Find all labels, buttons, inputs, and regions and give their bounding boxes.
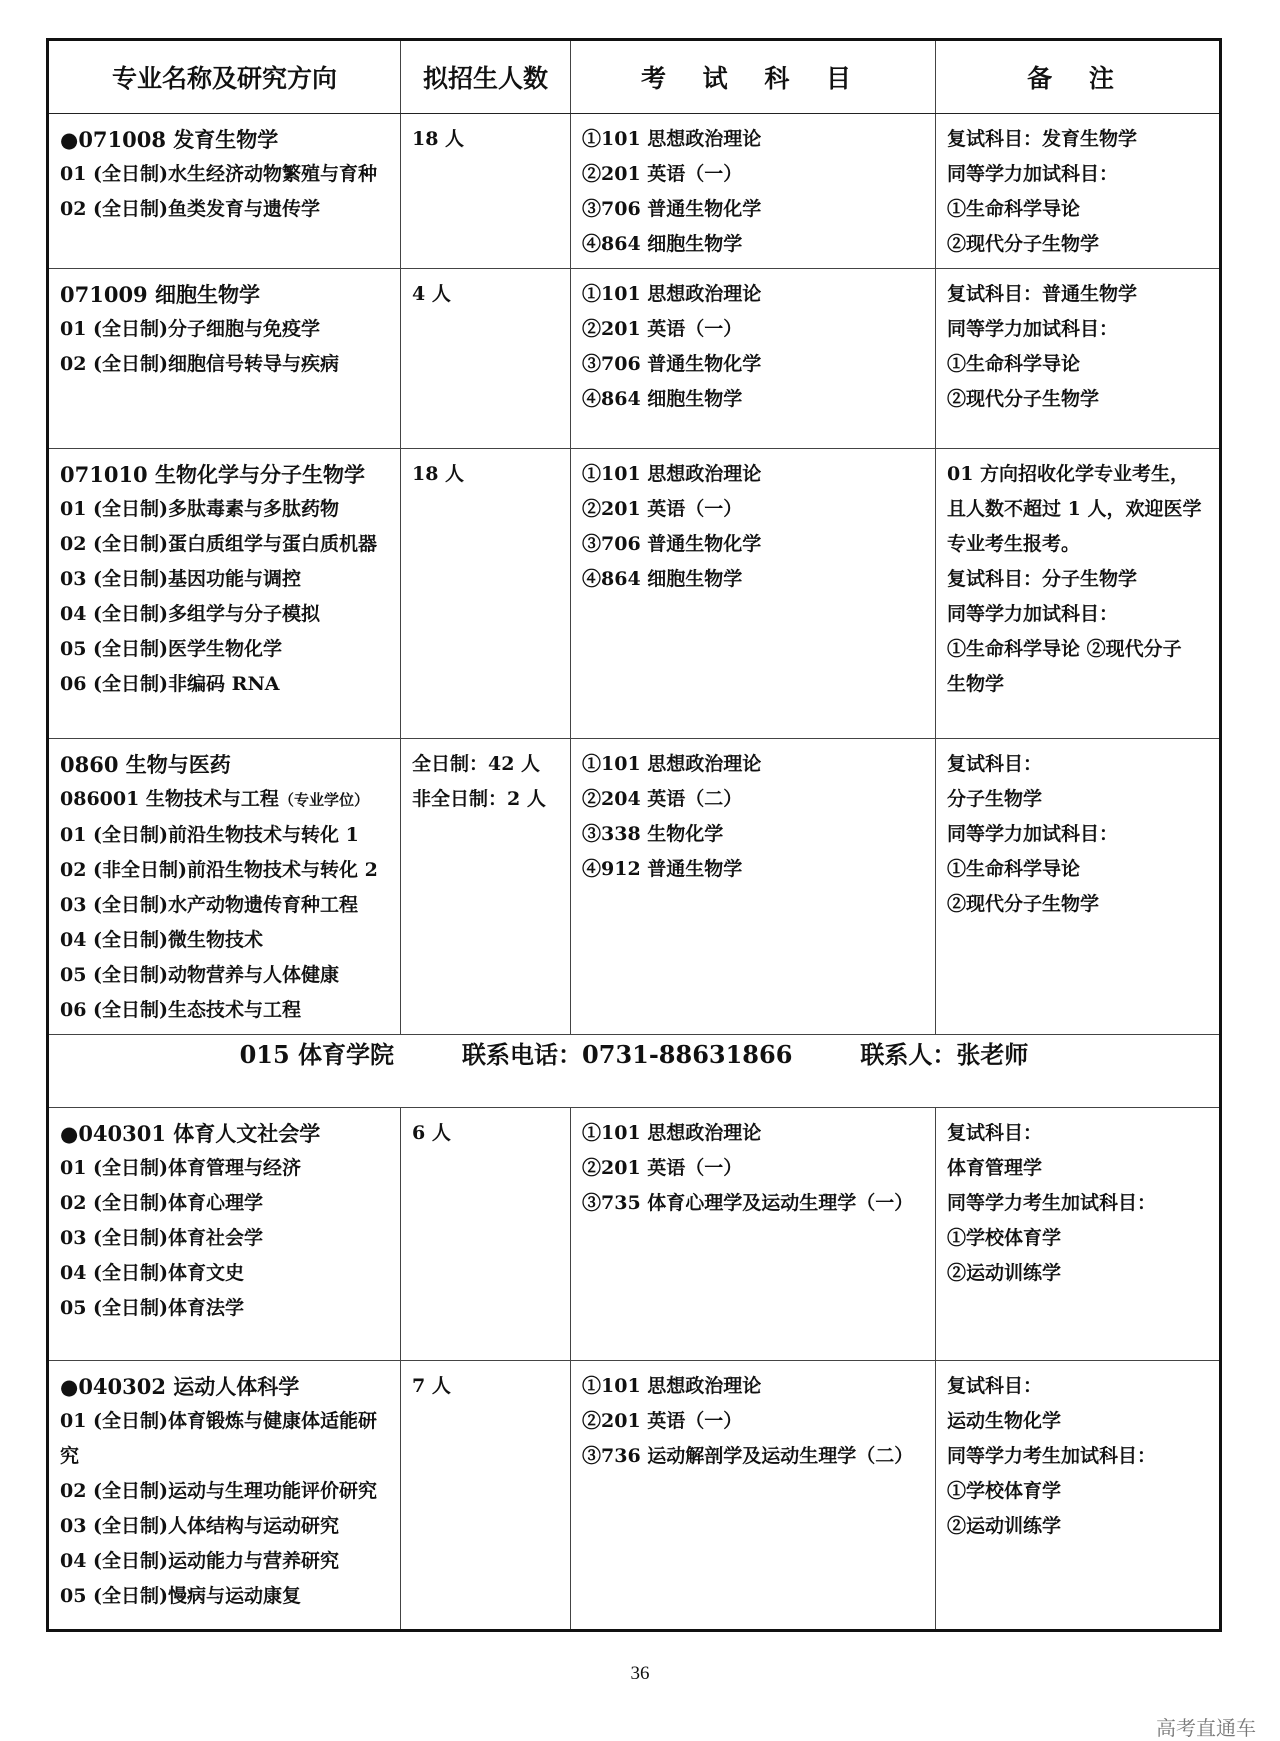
- note: ②运动训练学: [947, 1262, 1062, 1284]
- direction: 03 (全日制)人体结构与运动研究: [60, 1515, 340, 1537]
- note: ①生命科学导论: [947, 858, 1081, 880]
- direction: 03 (全日制)基因功能与调控: [60, 568, 302, 590]
- direction: 01 (全日制)分子细胞与免疫学: [60, 318, 321, 340]
- direction: 01 (全日制)水生经济动物繁殖与育种: [60, 163, 378, 185]
- exams-cell: [571, 114, 935, 268]
- direction: 04 (全日制)微生物技术: [60, 929, 264, 951]
- direction: 02 (非全日制)前沿生物技术与转化 2: [60, 859, 378, 881]
- notes-cell: [936, 739, 1219, 928]
- exam: ③706 普通生物化学: [582, 533, 762, 555]
- note: 复试科目：: [947, 753, 1043, 775]
- major-cell: [49, 114, 400, 233]
- note: 分子生物学: [947, 788, 1043, 810]
- exams-cell: [571, 1361, 935, 1480]
- major-cell: [49, 269, 400, 388]
- header-major: 专业名称及研究方向: [48, 40, 401, 114]
- direction: 02 (全日制)运动与生理功能评价研究: [60, 1480, 378, 1502]
- exam: ②201 英语（一）: [582, 318, 743, 340]
- note: 复试科目：分子生物学: [947, 568, 1138, 590]
- major-title: 071009 细胞生物学: [60, 282, 260, 307]
- exam: ④864 细胞生物学: [582, 233, 743, 255]
- exam: ③706 普通生物化学: [582, 353, 762, 375]
- note: 同等学力加试科目：: [947, 163, 1119, 185]
- major-cell: [49, 449, 400, 708]
- note: 同等学力加试科目：: [947, 318, 1119, 340]
- direction: 01 (全日制)体育管理与经济: [60, 1157, 302, 1179]
- note: 复试科目：普通生物学: [947, 283, 1138, 305]
- direction: 06 (全日制)生态技术与工程: [60, 999, 302, 1021]
- note: 复试科目：: [947, 1122, 1043, 1144]
- contact-person: 联系人：张老师: [860, 1040, 1029, 1069]
- table-header-row: [48, 40, 1221, 114]
- exams-cell: [571, 739, 935, 893]
- note: ①生命科学导论 ②现代分子: [947, 638, 1182, 660]
- exam: ①101 思想政治理论: [582, 753, 762, 775]
- table-row: [48, 1108, 1221, 1361]
- direction: 02 (全日制)鱼类发育与遗传学: [60, 198, 321, 220]
- sub-major-code: 086001 生物技术与工程: [60, 788, 279, 810]
- header-notes: 备 注: [936, 40, 1221, 114]
- direction: 06 (全日制)非编码 RNA: [60, 673, 280, 695]
- quota: 4 人: [412, 283, 451, 305]
- note: ①生命科学导论: [947, 198, 1081, 220]
- direction: 05 (全日制)动物营养与人体健康: [60, 964, 340, 986]
- note: 同等学力加试科目：: [947, 823, 1119, 845]
- exam: ①101 思想政治理论: [582, 1122, 762, 1144]
- quota: 非全日制：2 人: [412, 788, 546, 810]
- note: 同等学力考生加试科目：: [947, 1192, 1157, 1214]
- exam: ②201 英语（一）: [582, 1410, 743, 1432]
- table-row: [48, 449, 1221, 739]
- table-row: [48, 1361, 1221, 1631]
- exam: ①101 思想政治理论: [582, 463, 762, 485]
- quota: 18 人: [412, 463, 465, 485]
- page-number: 36: [630, 1663, 650, 1684]
- enrollment-table: [46, 38, 1222, 1632]
- note: ①学校体育学: [947, 1227, 1062, 1249]
- direction: 02 (全日制)细胞信号转导与疾病: [60, 353, 340, 375]
- exam: ①101 思想政治理论: [582, 283, 762, 305]
- note: ①学校体育学: [947, 1480, 1062, 1502]
- exam: ③736 运动解剖学及运动生理学（二）: [582, 1445, 914, 1467]
- sub-major: [60, 782, 390, 818]
- direction: 究: [60, 1445, 80, 1467]
- direction: 05 (全日制)体育法学: [60, 1297, 245, 1319]
- quota: 全日制：42 人: [412, 753, 541, 775]
- direction: 01 (全日制)前沿生物技术与转化 1: [60, 824, 359, 846]
- direction: 01 (全日制)体育锻炼与健康体适能研: [60, 1410, 378, 1432]
- exam: ④864 细胞生物学: [582, 568, 743, 590]
- note: 专业考生报考。: [947, 533, 1081, 555]
- direction: 03 (全日制)水产动物遗传育种工程: [60, 894, 359, 916]
- sub-major-note: （专业学位）: [278, 791, 369, 809]
- notes-cell: [936, 1108, 1219, 1297]
- college-name: 015 体育学院: [239, 1040, 395, 1069]
- note: 且人数不超过 1 人，欢迎医学: [947, 498, 1202, 520]
- major-cell: [49, 1108, 400, 1332]
- major-title: 071010 生物化学与分子生物学: [60, 462, 365, 487]
- quota-cell: [401, 739, 570, 823]
- direction: 05 (全日制)医学生物化学: [60, 638, 283, 660]
- exam: ②201 英语（一）: [582, 1157, 743, 1179]
- direction: 02 (全日制)蛋白质组学与蛋白质机器: [60, 533, 378, 555]
- note: 运动生物化学: [947, 1410, 1062, 1432]
- exam: ④864 细胞生物学: [582, 388, 743, 410]
- quota: 18 人: [412, 128, 465, 150]
- direction: 04 (全日制)运动能力与营养研究: [60, 1550, 340, 1572]
- exam: ②204 英语（二）: [582, 788, 743, 810]
- header-quota: 拟招生人数: [401, 40, 571, 114]
- exam: ②201 英语（一）: [582, 163, 743, 185]
- exams-cell: [571, 1108, 935, 1227]
- direction: 05 (全日制)慢病与运动康复: [60, 1585, 302, 1607]
- exam: ①101 思想政治理论: [582, 1375, 762, 1397]
- table-row: [48, 269, 1221, 449]
- quota: 7 人: [412, 1375, 451, 1397]
- contact-phone: 联系电话：0731-88631866: [462, 1040, 793, 1069]
- direction: 02 (全日制)体育心理学: [60, 1192, 264, 1214]
- table-row: [48, 114, 1221, 269]
- exam: ①101 思想政治理论: [582, 128, 762, 150]
- exam: ③706 普通生物化学: [582, 198, 762, 220]
- major-title: ●040302 运动人体科学: [60, 1374, 300, 1399]
- note: 复试科目：发育生物学: [947, 128, 1138, 150]
- note: ②现代分子生物学: [947, 893, 1100, 915]
- table-row: [48, 739, 1221, 1035]
- section-header-row: [48, 1035, 1221, 1108]
- major-title: ●040301 体育人文社会学: [60, 1121, 321, 1146]
- major-cell: [49, 739, 400, 1034]
- notes-cell: [936, 1361, 1219, 1550]
- exam: ③338 生物化学: [582, 823, 724, 845]
- note: 同等学力加试科目：: [947, 603, 1119, 625]
- major-title: 0860 生物与医药: [60, 752, 231, 777]
- note: 生物学: [947, 673, 1005, 695]
- exams-cell: [571, 269, 935, 423]
- exams-cell: [571, 449, 935, 603]
- watermark: 高考直通车: [1156, 1716, 1256, 1740]
- note: ②运动训练学: [947, 1515, 1062, 1537]
- notes-cell: [936, 114, 1219, 268]
- exam: ④912 普通生物学: [582, 858, 743, 880]
- major-title: ●071008 发育生物学: [60, 127, 279, 152]
- note: 体育管理学: [947, 1157, 1043, 1179]
- exam: ③735 体育心理学及运动生理学（一）: [582, 1192, 914, 1214]
- note: 同等学力考生加试科目：: [947, 1445, 1157, 1467]
- notes-cell: [936, 449, 1219, 708]
- section-header: [48, 1035, 1221, 1108]
- exam: ②201 英语（一）: [582, 498, 743, 520]
- note: 01 方向招收化学专业考生，: [947, 463, 1190, 485]
- direction: 03 (全日制)体育社会学: [60, 1227, 264, 1249]
- direction: 04 (全日制)多组学与分子模拟: [60, 603, 321, 625]
- header-exams: 考 试 科 目: [571, 40, 936, 114]
- direction: 04 (全日制)体育文史: [60, 1262, 245, 1284]
- note: ②现代分子生物学: [947, 233, 1100, 255]
- major-cell: [49, 1361, 400, 1620]
- note: ②现代分子生物学: [947, 388, 1100, 410]
- note: ①生命科学导论: [947, 353, 1081, 375]
- direction: 01 (全日制)多肽毒素与多肽药物: [60, 498, 340, 520]
- note: 复试科目：: [947, 1375, 1043, 1397]
- quota: 6 人: [412, 1122, 451, 1144]
- notes-cell: [936, 269, 1219, 423]
